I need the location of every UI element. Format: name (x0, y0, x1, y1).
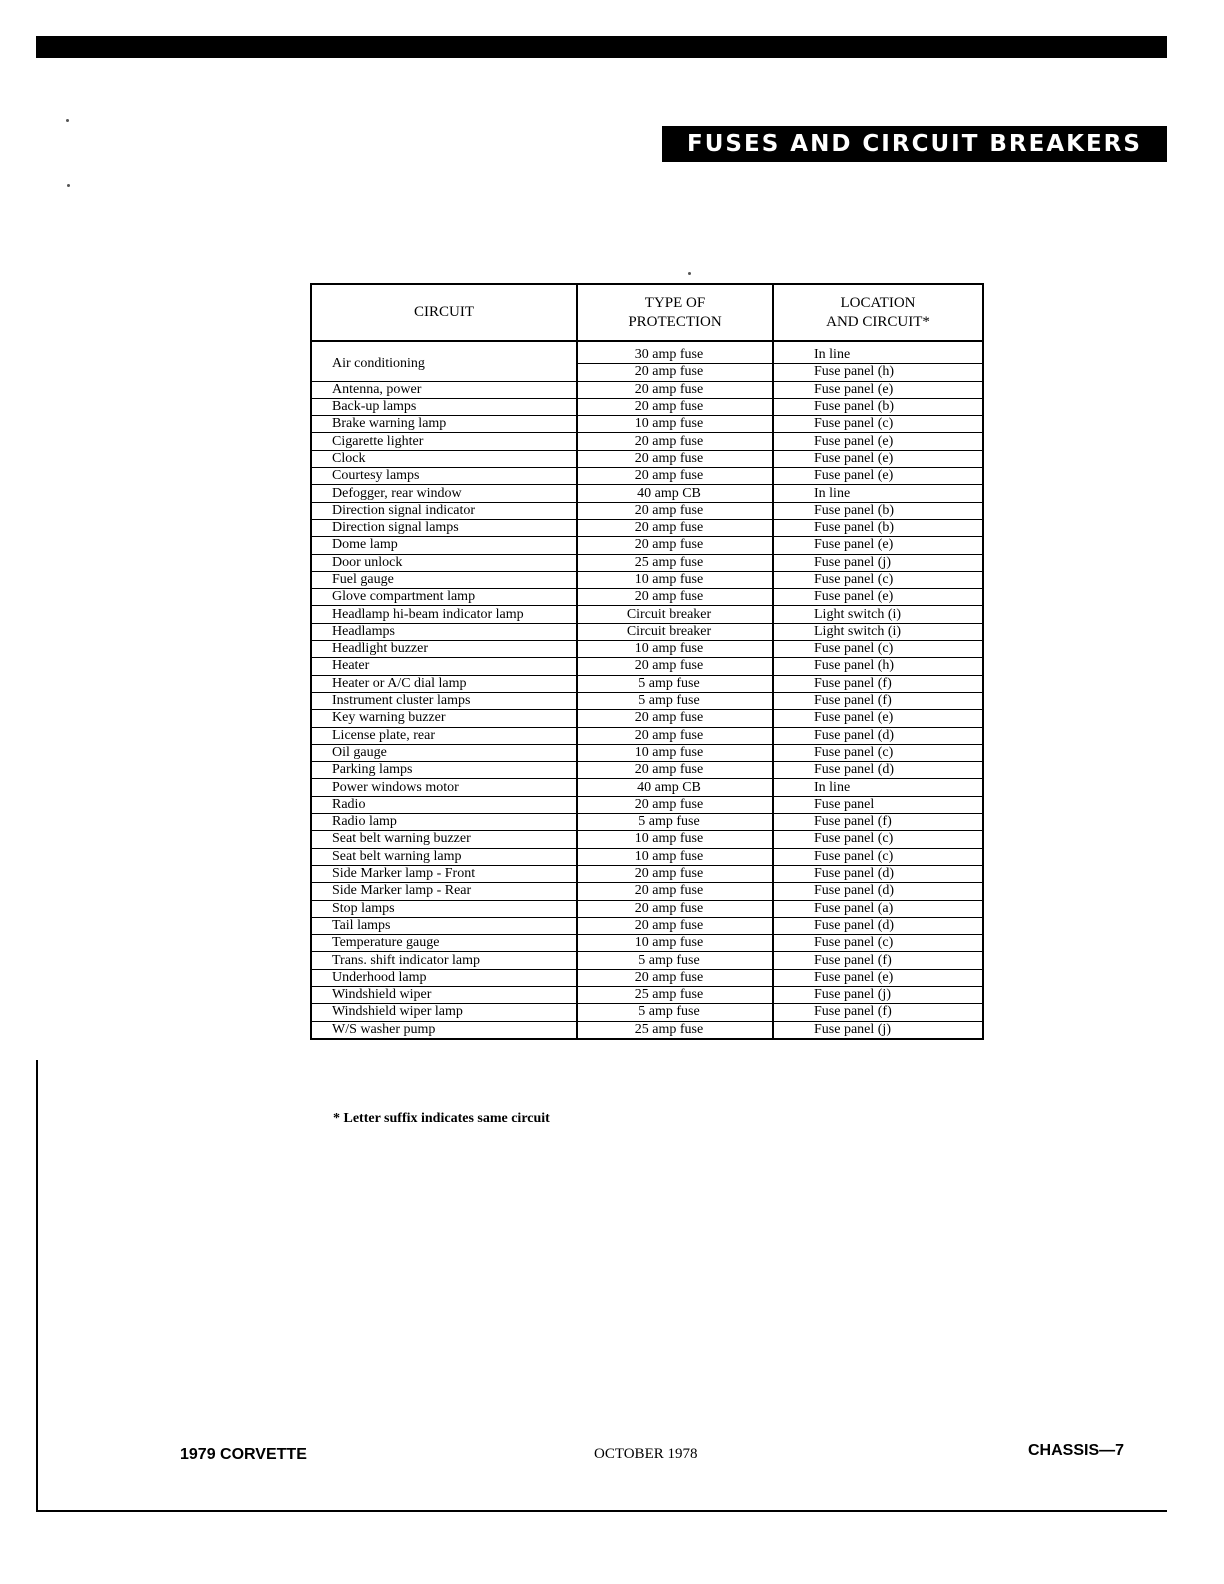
location-cell: Fuse panel (c) (773, 744, 983, 761)
header-circuit: CIRCUIT (311, 284, 577, 341)
protection-cell: 20 amp fuse (577, 519, 773, 536)
location-cell: Fuse panel (e) (773, 433, 983, 450)
circuit-cell: Side Marker lamp - Rear (311, 883, 577, 900)
circuit-cell: W/S washer pump (311, 1021, 577, 1039)
protection-cell: 10 amp fuse (577, 416, 773, 433)
circuit-cell: Temperature gauge (311, 935, 577, 952)
location-cell: Fuse panel (b) (773, 502, 983, 519)
protection-cell: 5 amp fuse (577, 814, 773, 831)
circuit-cell: Tail lamps (311, 917, 577, 934)
protection-cell: 30 amp fuse (577, 347, 773, 364)
circuit-cell: Instrument cluster lamps (311, 692, 577, 709)
protection-cell: 5 amp fuse (577, 1004, 773, 1021)
protection-cell: 20 amp fuse (577, 502, 773, 519)
table-row (311, 900, 983, 917)
circuit-cell: Parking lamps (311, 762, 577, 779)
table-footnote: * Letter suffix indicates same circuit (333, 1111, 550, 1126)
location-cell: In line (773, 347, 983, 364)
location-cell: Fuse panel (j) (773, 554, 983, 571)
table-row (311, 814, 983, 831)
table-row (311, 589, 983, 606)
protection-cell: 20 amp fuse (577, 537, 773, 554)
fuses-table (310, 283, 984, 1040)
location-cell: Fuse panel (e) (773, 589, 983, 606)
protection-cell: 10 amp fuse (577, 848, 773, 865)
circuit-cell: Windshield wiper lamp (311, 1004, 577, 1021)
table-row (311, 917, 983, 934)
protection-cell: 40 amp CB (577, 485, 773, 502)
table-row (311, 433, 983, 450)
circuit-cell: Clock (311, 450, 577, 467)
location-cell: Fuse panel (h) (773, 364, 983, 381)
table-row (311, 762, 983, 779)
table-row (311, 969, 983, 986)
location-cell: Fuse panel (d) (773, 917, 983, 934)
table-row (311, 692, 983, 709)
circuit-cell: Defogger, rear window (311, 485, 577, 502)
circuit-cell: Seat belt warning lamp (311, 848, 577, 865)
footer-page-number: CHASSIS—7 (1028, 1442, 1125, 1459)
table-row (311, 986, 983, 1003)
footer-date: OCTOBER 1978 (594, 1446, 698, 1462)
circuit-cell: Door unlock (311, 554, 577, 571)
location-cell: Fuse panel (a) (773, 900, 983, 917)
table-row (311, 571, 983, 588)
location-cell: Fuse panel (c) (773, 848, 983, 865)
table-row (311, 952, 983, 969)
circuit-cell: Cigarette lighter (311, 433, 577, 450)
location-cell: Fuse panel (d) (773, 727, 983, 744)
table-header-row (311, 284, 983, 341)
circuit-cell: Heater (311, 658, 577, 675)
location-cell: Fuse panel (e) (773, 468, 983, 485)
protection-cell: 20 amp fuse (577, 727, 773, 744)
protection-cell: 10 amp fuse (577, 571, 773, 588)
table-row (311, 554, 983, 571)
scan-speck (66, 119, 69, 122)
table-row (311, 1004, 983, 1021)
circuit-cell: Windshield wiper (311, 986, 577, 1003)
circuit-cell: Seat belt warning buzzer (311, 831, 577, 848)
table-row (311, 537, 983, 554)
protection-cell: 25 amp fuse (577, 986, 773, 1003)
location-cell: Fuse panel (c) (773, 935, 983, 952)
circuit-cell: Headlamps (311, 623, 577, 640)
location-cell: Fuse panel (c) (773, 571, 983, 588)
table-row (311, 1021, 983, 1039)
location-cell: Light switch (i) (773, 606, 983, 623)
table-row (311, 935, 983, 952)
circuit-cell: Stop lamps (311, 900, 577, 917)
table-row (311, 848, 983, 865)
circuit-cell: Oil gauge (311, 744, 577, 761)
table-row (311, 450, 983, 467)
protection-cell: 5 amp fuse (577, 952, 773, 969)
circuit-cell: Glove compartment lamp (311, 589, 577, 606)
location-cell: Fuse panel (d) (773, 883, 983, 900)
protection-cell: 20 amp fuse (577, 398, 773, 415)
table-row (311, 623, 983, 640)
circuit-cell: Radio lamp (311, 814, 577, 831)
protection-cell: 20 amp fuse (577, 969, 773, 986)
table-row (311, 381, 983, 398)
protection-cell: 20 amp fuse (577, 917, 773, 934)
location-cell: Fuse panel (f) (773, 692, 983, 709)
location-cell: Fuse panel (c) (773, 831, 983, 848)
protection-cell: 10 amp fuse (577, 935, 773, 952)
circuit-cell: License plate, rear (311, 727, 577, 744)
location-cell: Fuse panel (j) (773, 986, 983, 1003)
circuit-cell: Radio (311, 796, 577, 813)
protection-cell: 20 amp fuse (577, 658, 773, 675)
location-cell: Fuse panel (d) (773, 865, 983, 882)
location-cell: Fuse panel (f) (773, 814, 983, 831)
circuit-cell: Back-up lamps (311, 398, 577, 415)
location-cell: Fuse panel (b) (773, 398, 983, 415)
circuit-cell: Antenna, power (311, 381, 577, 398)
protection-cell: 20 amp fuse (577, 433, 773, 450)
location-cell: Fuse panel (f) (773, 952, 983, 969)
protection-cell: 20 amp fuse (577, 381, 773, 398)
location-cell: Fuse panel (c) (773, 416, 983, 433)
table-row (311, 883, 983, 900)
location-cell: In line (773, 779, 983, 796)
table-row (311, 502, 983, 519)
table-row (311, 779, 983, 796)
protection-cell: 25 amp fuse (577, 1021, 773, 1039)
location-cell: Fuse panel (e) (773, 381, 983, 398)
protection-cell: 20 amp fuse (577, 450, 773, 467)
protection-cell: 20 amp fuse (577, 883, 773, 900)
table-row (311, 398, 983, 415)
protection-cell: 40 amp CB (577, 779, 773, 796)
location-cell: Fuse panel (773, 796, 983, 813)
location-cell: Fuse panel (e) (773, 710, 983, 727)
table-row (311, 519, 983, 536)
table-row (311, 675, 983, 692)
protection-cell: 10 amp fuse (577, 744, 773, 761)
circuit-cell: Power windows motor (311, 779, 577, 796)
location-cell: In line (773, 485, 983, 502)
protection-cell: 20 amp fuse (577, 796, 773, 813)
protection-cell: Circuit breaker (577, 623, 773, 640)
table-row (311, 831, 983, 848)
location-cell: Light switch (i) (773, 623, 983, 640)
protection-cell: 20 amp fuse (577, 900, 773, 917)
circuit-cell: Heater or A/C dial lamp (311, 675, 577, 692)
table-row (311, 727, 983, 744)
protection-cell: 5 amp fuse (577, 692, 773, 709)
circuit-cell: Direction signal lamps (311, 519, 577, 536)
protection-cell: 20 amp fuse (577, 865, 773, 882)
protection-cell: 25 amp fuse (577, 554, 773, 571)
circuit-cell: Trans. shift indicator lamp (311, 952, 577, 969)
table-row (311, 865, 983, 882)
circuit-cell: Side Marker lamp - Front (311, 865, 577, 882)
location-cell: Fuse panel (j) (773, 1021, 983, 1039)
header-location-and-circuit: LOCATION AND CIRCUIT* (773, 284, 983, 341)
table-row (311, 416, 983, 433)
table-row (311, 468, 983, 485)
circuit-cell: Fuel gauge (311, 571, 577, 588)
table-row (311, 744, 983, 761)
location-cell: Fuse panel (f) (773, 1004, 983, 1021)
location-cell: Fuse panel (c) (773, 641, 983, 658)
top-rule-bar (36, 36, 1167, 58)
footer-model: 1979 CORVETTE (180, 1446, 307, 1463)
scan-speck (67, 184, 70, 187)
circuit-cell: Courtesy lamps (311, 468, 577, 485)
protection-cell: 20 amp fuse (577, 468, 773, 485)
protection-cell: Circuit breaker (577, 606, 773, 623)
table-row (311, 347, 983, 364)
circuit-cell: Headlight buzzer (311, 641, 577, 658)
circuit-cell: Brake warning lamp (311, 416, 577, 433)
circuit-cell: Headlamp hi-beam indicator lamp (311, 606, 577, 623)
circuit-cell: Key warning buzzer (311, 710, 577, 727)
circuit-cell: Air conditioning (311, 347, 577, 381)
protection-cell: 20 amp fuse (577, 710, 773, 727)
table-row (311, 710, 983, 727)
location-cell: Fuse panel (h) (773, 658, 983, 675)
location-cell: Fuse panel (e) (773, 969, 983, 986)
table-row (311, 796, 983, 813)
location-cell: Fuse panel (f) (773, 675, 983, 692)
protection-cell: 10 amp fuse (577, 831, 773, 848)
protection-cell: 20 amp fuse (577, 364, 773, 381)
table-row (311, 658, 983, 675)
protection-cell: 10 amp fuse (577, 641, 773, 658)
location-cell: Fuse panel (e) (773, 537, 983, 554)
protection-cell: 20 amp fuse (577, 589, 773, 606)
circuit-cell: Underhood lamp (311, 969, 577, 986)
table-row (311, 641, 983, 658)
table-body (311, 341, 983, 1039)
bottom-rule (36, 1510, 1167, 1512)
header-type-of-protection: TYPE OF PROTECTION (577, 284, 773, 341)
left-margin-rule (36, 1060, 38, 1512)
section-title: FUSES AND CIRCUIT BREAKERS (662, 126, 1167, 162)
protection-cell: 20 amp fuse (577, 762, 773, 779)
location-cell: Fuse panel (b) (773, 519, 983, 536)
scan-speck (688, 272, 691, 275)
table-row (311, 485, 983, 502)
table-row (311, 606, 983, 623)
circuit-cell: Dome lamp (311, 537, 577, 554)
protection-cell: 5 amp fuse (577, 675, 773, 692)
location-cell: Fuse panel (e) (773, 450, 983, 467)
location-cell: Fuse panel (d) (773, 762, 983, 779)
circuit-cell: Direction signal indicator (311, 502, 577, 519)
